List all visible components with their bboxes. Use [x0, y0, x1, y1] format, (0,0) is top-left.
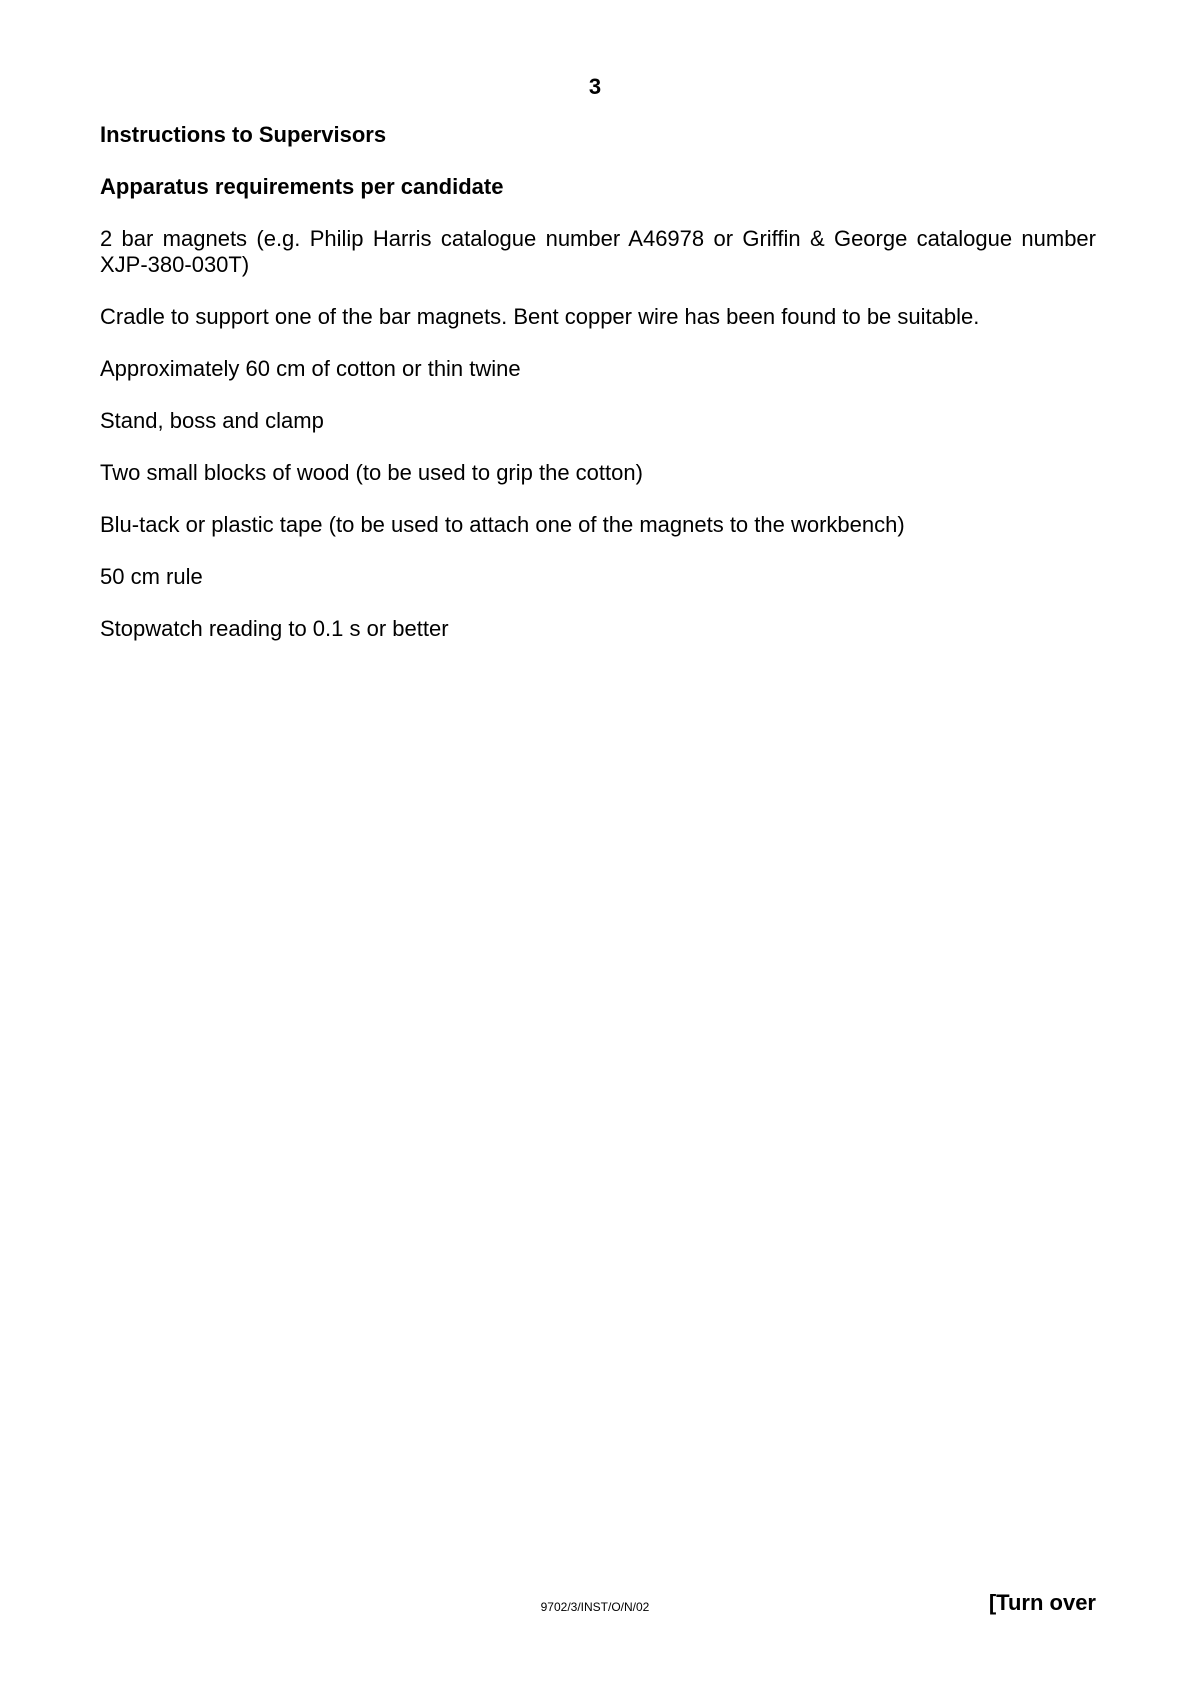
apparatus-item-cotton: Approximately 60 cm of cotton or thin twine: [100, 356, 521, 381]
document-body: [100, 122, 1096, 642]
page-number: 3: [588, 74, 602, 99]
apparatus-item-rule: 50 cm rule: [100, 564, 203, 589]
apparatus-item-blu-tack: Blu-tack or plastic tape (to be used to attach one of the magnets to the workbench): [100, 512, 905, 537]
apparatus-item-bar-magnets: 2 bar magnets (e.g. Philip Harris catalogue number A46978 or Griffin & George catalogue number XJP-380-030T): [100, 226, 1096, 277]
turn-over-label: [Turn over: [988, 1590, 1096, 1615]
apparatus-item-stand: Stand, boss and clamp: [100, 408, 324, 433]
apparatus-item-cradle: Cradle to support one of the bar magnets. Bent copper wire has been found to be suitable.: [100, 304, 980, 329]
section-heading-apparatus: Apparatus requirements per candidate: [100, 174, 504, 199]
apparatus-item-stopwatch: Stopwatch reading to 0.1 s or better: [100, 616, 449, 641]
footer-paper-code: 9702/3/INST/O/N/02: [540, 1600, 650, 1614]
section-heading-instructions: Instructions to Supervisors: [100, 122, 387, 147]
apparatus-item-wood-blocks: Two small blocks of wood (to be used to grip the cotton): [100, 460, 643, 485]
